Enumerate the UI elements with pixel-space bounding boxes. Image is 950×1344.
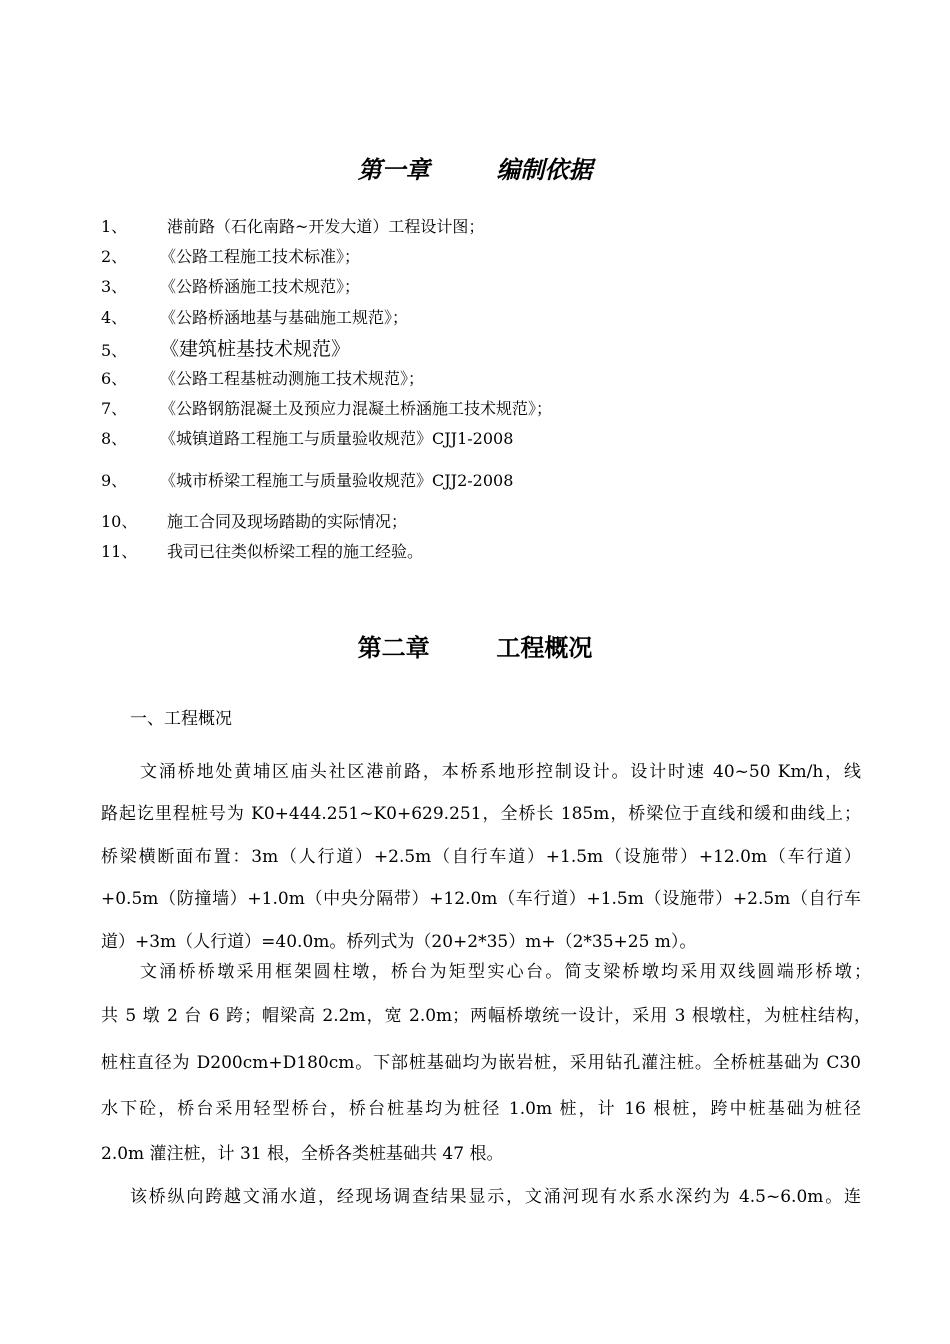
reference-text: 《城镇道路工程施工与质量验收规范》CJJ1-2008 <box>160 429 514 448</box>
reference-number: 3、 <box>101 277 128 296</box>
reference-text: 《公路桥涵施工技术规范》； <box>160 277 361 296</box>
paragraph-line: 文涌桥地处黄埔区庙头社区港前路，本桥系地形控制设计。设计时速 40~50 Km/h，线 <box>140 762 861 782</box>
chapter-2-title: 第二章 工程概况 <box>357 633 593 662</box>
paragraph-line: 文涌桥桥墩采用框架圆柱墩，桥台为矩型实心台。简支梁桥墩均采用双线圆端形桥墩； <box>140 962 871 982</box>
reference-number: 6、 <box>101 369 128 388</box>
reference-number: 1、 <box>101 217 128 236</box>
paragraph-line: 桩柱直径为 D200cm+D180cm。下部桩基础均为嵌岩桩，采用钻孔灌注桩。全桥桩基础为 C30 <box>101 1053 861 1073</box>
reference-text: 《公路工程基桩动测施工技术规范》； <box>160 369 425 388</box>
paragraph-line: 水下砼，桥台采用轻型桥台，桥台桩基均为桩径 1.0m 桩，计 16 根桩，跨中桩基础为桩径 <box>101 1099 861 1119</box>
paragraph-line: 道）+3m（人行道）=40.0m。桥列式为（20+2*35）m+（2*35+25 m）。 <box>101 932 697 952</box>
paragraph-line: 桥梁横断面布置：3m（人行道）+2.5m（自行车道）+1.5m（设施带）+12.0m（车行道） <box>101 847 861 867</box>
paragraph-line: +0.5m（防撞墙）+1.0m（中央分隔带）+12.0m（车行道）+1.5m（设施带）+2.5m（自行车 <box>101 889 861 909</box>
paragraph-line: 路起讫里程桩号为 K0+444.251~K0+629.251，全桥长 185m，桥梁位于直线和缓和曲线上； <box>101 804 861 824</box>
reference-text: 《城市桥梁工程施工与质量验收规范》CJJ2-2008 <box>160 471 514 490</box>
section-heading: 一、工程概况 <box>130 709 232 729</box>
reference-number: 5、 <box>101 341 128 360</box>
reference-text: 《公路钢筋混凝土及预应力混凝土桥涵施工技术规范》； <box>160 399 553 418</box>
paragraph-line: 共 5 墩 2 台 6 跨；帽梁高 2.2m，宽 2.0m；两幅桥墩统一设计，采用 3 根墩柱，为桩柱结构， <box>101 1006 871 1026</box>
reference-text: 《建筑桩基技术规范》 <box>160 338 351 360</box>
reference-text: 我司已往类似桥梁工程的施工经验。 <box>167 542 424 561</box>
reference-number: 9、 <box>101 471 128 490</box>
reference-number: 4、 <box>101 308 128 327</box>
reference-number: 8、 <box>101 429 128 448</box>
reference-number: 2、 <box>101 247 128 266</box>
reference-number: 10、 <box>101 512 138 531</box>
paragraph-line: 2.0m 灌注桩，计 31 根，全桥各类桩基础共 47 根。 <box>101 1144 504 1164</box>
reference-number: 11、 <box>101 542 138 561</box>
reference-text: 施工合同及现场踏勘的实际情况； <box>167 512 408 531</box>
chapter-1-title: 第一章 编制依据 <box>357 155 593 184</box>
reference-number: 7、 <box>101 399 128 418</box>
reference-text: 《公路工程施工技术标准》； <box>160 247 361 266</box>
reference-text: 港前路（石化南路~开发大道）工程设计图； <box>167 217 485 236</box>
reference-text: 《公路桥涵地基与基础施工规范》； <box>160 308 409 327</box>
paragraph-line: 该桥纵向跨越文涌水道，经现场调查结果显示，文涌河现有水系水深约为 4.5~6.0m。连 <box>130 1187 861 1207</box>
